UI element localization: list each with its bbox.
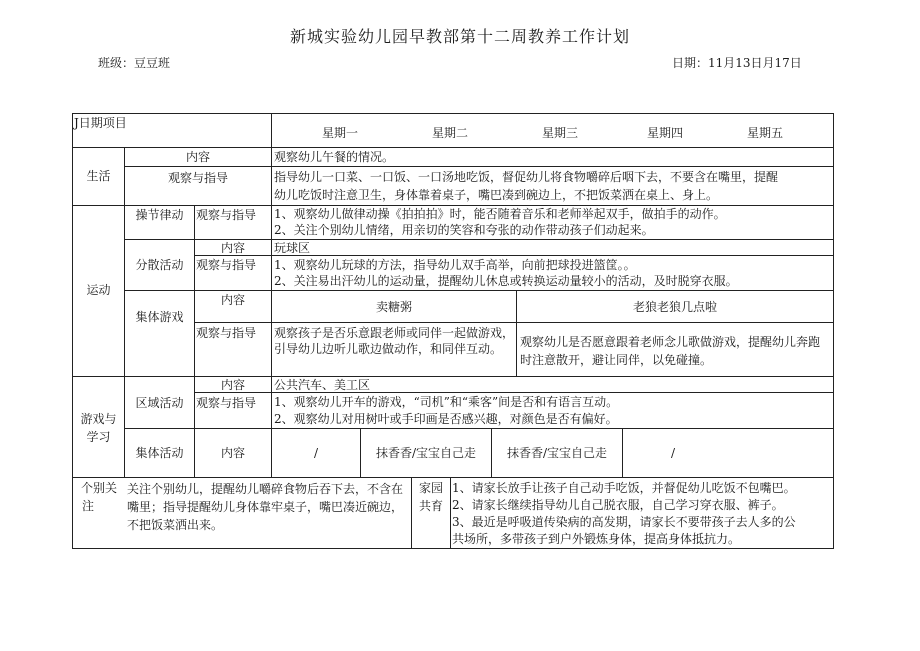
area-line: 2、观察幼儿对用树叶或手印画是否感兴趣，对颜色是否有偏好。 [274,412,618,426]
group-activity-item: / [670,446,676,460]
area-line: 1、观察幼儿开车的游戏，“司机”和“乘客”间是否和有语言互动。 [274,395,619,409]
scatter-guide-label: 观察与指导 [196,258,257,272]
group-content-label: 内容 [220,293,245,307]
family-line: 共场所，多带孩子到户外锻炼身体，提高身体抵抗力。 [452,532,741,546]
scatter-label: 分散活动 [135,258,184,272]
category-sport: 运动 [86,283,111,297]
group-activity-content-label: 内容 [220,446,245,460]
rhythm-line: 1、观察幼儿做律动操《拍拍拍》时，能否随着音乐和老师举起双手，做拍手的动作。 [274,207,726,221]
individual-text: 关注个别幼儿，提醒幼儿嚼碎食物后吞下去，不含在嘴里；指导提醒幼儿身体靠牢桌子，嘴巴凑近碗边，不把饭菜洒出来。 [127,482,404,532]
life-content-label: 内容 [185,150,210,164]
group-activity-item: 抹香香/宝宝自己走 [506,446,608,460]
family-line: 3、最近是呼吸道传染病的高发期，请家长不要带孩子去人多的公 [452,515,796,529]
family-label: 共育 [418,499,443,513]
weekday-header: 星期一 [321,126,358,140]
weekday-header: 星期四 [646,126,683,140]
weekday-header: 星期五 [746,126,783,140]
game-guide: 观察幼儿是否愿意跟着老师念儿歌做游戏，提醒幼儿奔跑时注意散开，避让同伴，以免碰撞。 [520,335,821,367]
scatter-line: 2、关注易出汗幼儿的运动量，提醒幼儿休息或转换运动量较小的活动，及时脱穿衣服。 [274,274,738,288]
group-game-label: 集体游戏 [135,310,184,324]
page-title: 新城实验幼儿园早教部第十二周教养工作计划 [289,27,630,46]
life-content: 观察幼儿午餐的情况。 [274,150,395,164]
area-activity-label: 区域活动 [135,396,184,410]
category-play: 学习 [86,430,111,444]
individual-label: 注 [81,499,94,513]
area-content-label: 内容 [220,378,245,392]
game-name: 卖糖粥 [375,300,412,314]
area-content: 公共汽车、美工区 [274,378,371,392]
rhythm-line: 2、关注个别幼儿情绪，用亲切的笑容和夸张的动作带动孩子们动起来。 [274,223,654,237]
category-life: 生活 [86,169,111,183]
individual-label: 个别关 [80,481,117,495]
game-guide: 观察孩子是否乐意跟老师或同伴一起做游戏，引导幼儿边听儿歌边做动作，和同伴互动。 [274,326,515,356]
scatter-content-label: 内容 [220,241,245,255]
weekday-header: 星期三 [541,126,578,140]
rhythm-label: 操节律动 [135,208,184,222]
family-label: 家园 [418,481,443,495]
group-activity-item: 抹香香/宝宝自己走 [375,446,477,460]
area-guide-label: 观察与指导 [196,396,257,410]
life-guide-line: 幼儿吃饭时注意卫生，身体靠着桌子，嘴巴凑到碗边上，不把饭菜洒在桌上、身上。 [274,188,719,202]
family-line: 2、请家长继续指导幼儿自己脱衣服，自己学习穿衣服、裤子。 [452,498,784,512]
life-guide-label: 观察与指导 [167,171,228,185]
group-guide-label: 观察与指导 [196,326,257,340]
life-guide-line: 指导幼儿一口菜、一口饭、一口汤地吃饭，督促幼儿将食物嚼碎后咽下去，不要含在嘴里，提醒 [274,170,779,184]
category-play: 游戏与 [80,412,117,426]
weekday-header: 星期二 [431,126,468,140]
rhythm-guide-label: 观察与指导 [196,208,257,222]
date-label: 日期：11月13日月17日 [672,56,802,70]
group-activity-label: 集体活动 [135,446,184,460]
group-activity-item: / [313,446,319,460]
scatter-content: 玩球区 [274,241,311,255]
game-name: 老狼老狼几点啦 [632,300,717,314]
scatter-line: 1、观察幼儿玩球的方法，指导幼儿双手高举，向前把球投进篮筐。。 [274,258,636,272]
family-line: 1、请家长放手让孩子自己动手吃饭，并督促幼儿吃饭不包嘴巴。 [452,481,796,495]
class-label: 班级：豆豆班 [98,56,171,70]
corner-cell: J日期项目 [74,116,127,130]
